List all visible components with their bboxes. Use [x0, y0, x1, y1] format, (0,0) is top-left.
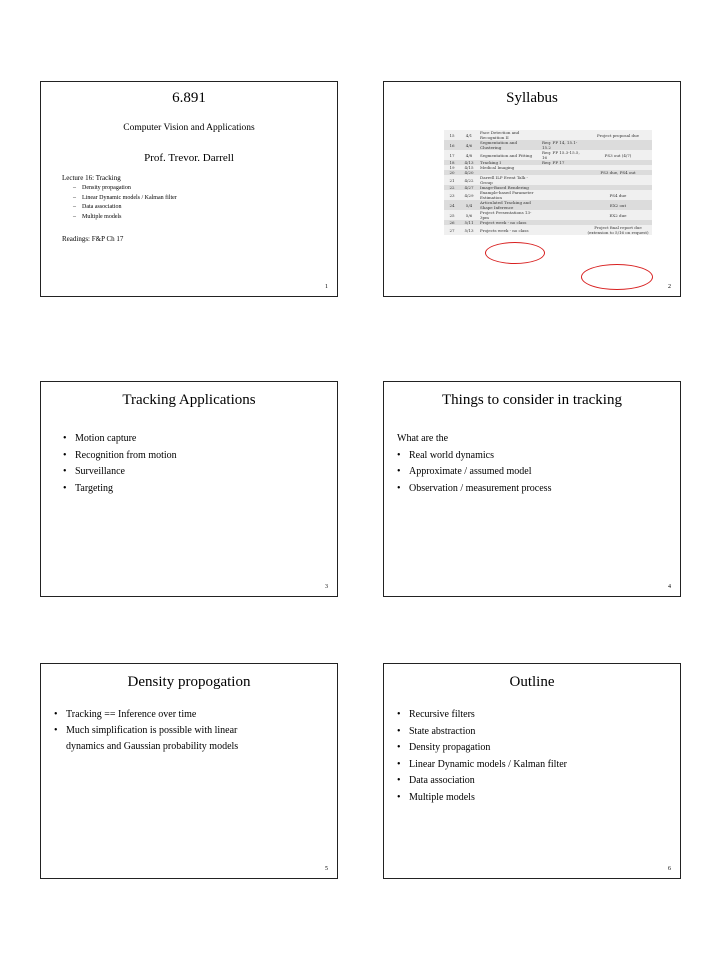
slide-title: Things to consider in tracking	[442, 392, 622, 408]
table-cell: 4/22	[460, 175, 478, 185]
bullet-icon: •	[54, 725, 58, 736]
table-cell: 4/15	[460, 165, 478, 170]
table-cell	[540, 130, 584, 140]
bullet-icon: •	[397, 775, 401, 786]
table-cell: Tracking I	[478, 160, 540, 165]
slide-title: 6.891	[172, 90, 206, 106]
table-cell: PS4 due	[584, 190, 652, 200]
slide-number: 1	[325, 284, 328, 290]
list-item: • Real world dynamics	[397, 448, 551, 465]
list-item: • Data association	[397, 773, 567, 790]
table-cell: Req: FP 17	[540, 160, 584, 165]
topic-list	[73, 184, 177, 222]
slide-number: 3	[325, 584, 328, 590]
syllabus-table	[444, 130, 652, 235]
table-cell	[584, 140, 652, 150]
table-cell: EX2 out	[584, 200, 652, 210]
list-item: • Linear Dynamic models / Kalman filter	[397, 757, 567, 774]
table-cell: 24	[444, 200, 460, 210]
list-item: • Targeting	[63, 481, 177, 498]
dash-icon: –	[73, 194, 76, 201]
bullet-icon: •	[397, 742, 401, 753]
table-cell	[540, 210, 584, 220]
bullet-icon: •	[63, 433, 67, 444]
slide-number: 2	[668, 284, 671, 290]
table-cell: 5/6	[460, 210, 478, 220]
bullet-icon: •	[63, 466, 67, 477]
table-cell: Articulated Tracking and Shape Inference	[478, 200, 540, 210]
table-cell: Projects week - no class	[478, 225, 540, 235]
table-cell	[584, 175, 652, 185]
table-cell: Segmentation and Clustering	[478, 140, 540, 150]
table-cell: 5/13	[460, 225, 478, 235]
table-cell: 4/29	[460, 190, 478, 200]
table-cell: Project week - no class	[478, 220, 540, 225]
table-cell: Darrell ILP Event Talk - Group	[478, 175, 540, 185]
bullet-icon: •	[63, 449, 67, 461]
table-cell	[540, 190, 584, 200]
table-cell: 20	[444, 170, 460, 175]
slide-title: Density propogation	[127, 674, 251, 690]
table-cell: Face Detection and Recognition II	[478, 130, 540, 140]
table-cell: 17	[444, 150, 460, 160]
bullet-list	[63, 431, 177, 497]
table-cell: 5/11	[460, 220, 478, 225]
slide-3	[40, 381, 338, 597]
slide-number: 6	[668, 866, 671, 872]
author: Prof. Trevor. Darrell	[144, 152, 234, 164]
table-cell: Segmentation and Fitting	[478, 150, 540, 160]
table-cell: 22	[444, 185, 460, 190]
table-row	[444, 130, 652, 140]
table-row	[444, 140, 652, 150]
list-item: – Multiple models	[73, 213, 177, 223]
table-cell: 27	[444, 225, 460, 235]
list-item: • Much simplification is possible with linear dynamics and Gaussian probability models	[54, 725, 239, 752]
table-cell: 15	[444, 130, 460, 140]
table-cell: PS3 due, PS4 out	[584, 170, 652, 175]
bullet-icon: •	[397, 466, 401, 477]
slide-2	[383, 81, 681, 297]
table-cell: 4/6	[460, 140, 478, 150]
slide-number: 4	[668, 584, 671, 590]
slide-title: Syllabus	[506, 90, 558, 106]
table-cell: 18	[444, 160, 460, 165]
list-item: • Recursive filters	[397, 707, 567, 724]
table-cell: 4/13	[460, 160, 478, 165]
table-cell: 26	[444, 220, 460, 225]
table-cell: Req: FP 15.3-15.5, 16	[540, 150, 584, 160]
bullet-icon: •	[397, 709, 401, 720]
list-item: – Linear Dynamic models / Kalman filter	[73, 194, 177, 204]
list-item: – Data association	[73, 203, 177, 213]
readings: Readings: F&P Ch 17	[62, 235, 124, 243]
table-cell: 5/4	[460, 200, 478, 210]
slide-title: Tracking Applications	[122, 392, 256, 408]
highlight-circle	[485, 242, 545, 264]
list-item: • Approximate / assumed model	[397, 464, 551, 481]
table-cell: 25	[444, 210, 460, 220]
table-cell: 19	[444, 165, 460, 170]
intro-text: What are the	[397, 433, 449, 444]
dash-icon: –	[73, 213, 76, 220]
list-item: • Recognition from motion	[63, 448, 177, 465]
highlight-circle	[581, 264, 653, 290]
course-subtitle: Computer Vision and Applications	[123, 123, 255, 133]
table-row	[444, 190, 652, 200]
list-item: • Observation / measurement process	[397, 481, 551, 498]
table-cell: Req: FP 14, 15.1-15.2	[540, 140, 584, 150]
table-cell	[540, 175, 584, 185]
table-cell: 4/27	[460, 185, 478, 190]
table-row	[444, 175, 652, 185]
table-row	[444, 150, 652, 160]
table-cell: 4/8	[460, 150, 478, 160]
bullet-icon: •	[397, 791, 401, 803]
bullet-list	[54, 707, 274, 755]
slide-6	[383, 663, 681, 879]
table-cell: Example-based Parameter Estimation	[478, 190, 540, 200]
list-item: – Density propagation	[73, 184, 177, 194]
table-cell: Medical Imaging	[478, 165, 540, 170]
table-cell: Project Presentations 13-3pm	[478, 210, 540, 220]
table-cell	[540, 225, 584, 235]
bullet-icon: •	[54, 709, 58, 720]
bullet-icon: •	[63, 482, 67, 494]
slide-4	[383, 381, 681, 597]
table-row	[444, 200, 652, 210]
list-item: • Motion capture	[63, 431, 177, 448]
table-cell: 23	[444, 190, 460, 200]
table-cell: Project proposal due	[584, 130, 652, 140]
bullet-icon: •	[397, 482, 401, 494]
table-row	[444, 210, 652, 220]
slide-1	[40, 81, 338, 297]
slide-number: 5	[325, 866, 328, 872]
list-item: • Density propagation	[397, 740, 567, 757]
bullet-list	[397, 448, 551, 498]
table-cell: 21	[444, 175, 460, 185]
bullet-icon: •	[397, 725, 401, 737]
table-row	[444, 225, 652, 235]
bullet-icon: •	[397, 449, 401, 461]
table-cell: EX2 due	[584, 210, 652, 220]
table-cell	[540, 200, 584, 210]
bullet-list	[397, 707, 567, 806]
list-item: • Multiple models	[397, 790, 567, 807]
slide-title: Outline	[509, 674, 555, 690]
list-item: • Tracking == Inference over time	[54, 707, 274, 723]
table-cell: 16	[444, 140, 460, 150]
dash-icon: –	[73, 185, 76, 191]
dash-icon: –	[73, 204, 76, 210]
table-cell: Project final report due (extension to 5/16 on request)	[584, 225, 652, 235]
list-item: • Surveillance	[63, 464, 177, 481]
slide-5	[40, 663, 338, 879]
lecture-heading: Lecture 16: Tracking	[62, 174, 121, 182]
list-item: • State abstraction	[397, 724, 567, 741]
table-cell: Image-Based Rendering	[478, 185, 540, 190]
table-cell: PS3 out (4/7)	[584, 150, 652, 160]
bullet-icon: •	[397, 758, 401, 770]
table-cell: 4/1	[460, 130, 478, 140]
table-cell: 4/20	[460, 170, 478, 175]
